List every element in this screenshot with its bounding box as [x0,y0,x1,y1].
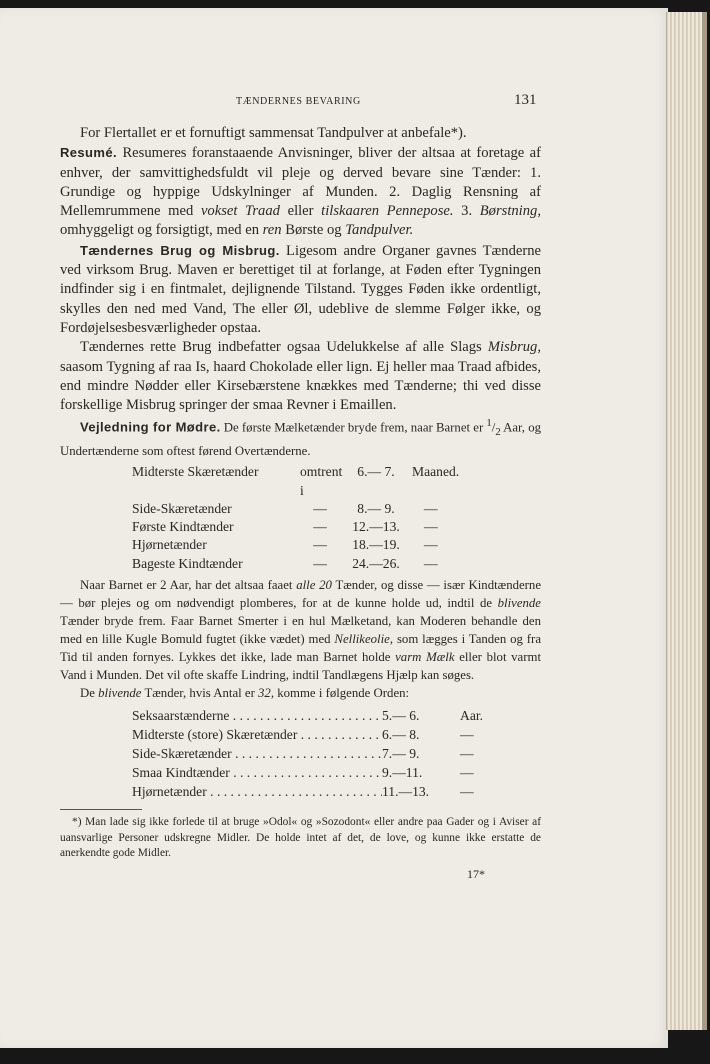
page-number: 131 [514,92,537,108]
section-heading-brug: Tændernes Brug og Misbrug. [80,242,280,258]
month-range: 8.— 9. [357,500,395,516]
italic-span: tilskaaren Pennepose. [321,203,454,220]
ditto-mark: — [313,537,327,553]
table-row [132,518,541,536]
italic-span: alle 20 [296,578,332,593]
ditto-mark: — [313,500,327,516]
text-span: som lægges i Tanden og fra Tid til anden fornyes. Lykkes det ikke, lade man Barnet holde [60,632,541,665]
footnote-rule [60,809,142,810]
paragraph-resume [60,143,541,240]
approx-marker: omtrent i [300,464,343,498]
footnote: *) Man lade sig ikke forlede til at bruge »Odol« og »Sozodont« eller andre paa Gader og i Aviser af uansvarlige Personer udskregne Midler. De holde intet af det, de love, og kunne ikke erstatte de anerkendte gode Midler. [60,816,541,860]
table-row [132,744,541,763]
italic-span: 32, [258,686,275,701]
text-span: saasom Tygning af raa Is, haard Chokolade eller lign. Ej heller maa Traad afbides, end mindre Nødder eller Kirsebærstene knækkes med Tænderne; thi ved disse forskellige Misbrug springer der smaa Revner i Emaillen. [60,358,541,414]
body-text [60,124,541,884]
table-row [132,463,541,500]
ditto-mark: — [313,519,327,535]
ditto-mark: — [424,500,438,516]
table-row [132,555,541,573]
ditto-mark: — [460,746,474,762]
paragraph-blivende [60,684,541,702]
text-span: Tænder, og disse — især Kindtænderne — bør plejes og om nødvendigt plomberes, for at de kunne holde ud, indtil de [60,578,542,611]
table-row [132,725,541,744]
paragraph-misbrug [60,338,541,415]
year-range: 7.— 9. [382,746,420,762]
italic-span: varm Mælk [395,650,455,665]
ditto-mark: — [460,784,474,800]
text-span: komme i følgende Orden: [274,686,410,701]
text-span: eller blot varmt Vand i Munden. Det vil ofte skaffe Lindring, indtil Tandlægens Hjælp kan søges. [60,650,542,683]
running-title: TÆNDERNES BEVARING [236,96,361,107]
italic-span: Tandpulver. [345,222,414,239]
table-row [132,536,541,554]
year-range: 11.—13. [382,784,430,800]
month-range: 6.— 7. [357,464,395,480]
permanent-teeth-table [132,706,541,801]
tooth-name: Side-Skæretænder . . . [132,744,382,763]
text-span: Tænder, hvis Antal er [141,686,259,701]
milk-teeth-table [132,463,541,573]
year-range: 6.— 8. [382,727,420,743]
text-span: omhyggeligt og forsigtigt, med en [60,222,263,239]
text-span: Tændernes rette Brug indbefatter ogsaa Udelukkelse af alle Slags [80,339,488,356]
paragraph-tandpulver: For Flertallet er et fornuftigt sammensat Tandpulver at anbefale*). [80,125,467,141]
signature-mark: 17* [467,866,485,881]
tooth-name: Smaa Kindtænder . . . [132,763,382,782]
month-range: 12.—13. [352,519,400,535]
italic-span: Nellikeolie, [334,632,394,647]
ditto-mark: — [460,727,474,743]
fraction-denominator: 2 [495,427,501,439]
tooth-name: Side-Skæretænder [132,500,232,516]
fraction-numerator: 1 [486,418,492,430]
ditto-mark: — [424,555,438,571]
year-range: 9.—11. [382,765,423,781]
paragraph-modre: Vejledning for Mødre. De første Mælketænder bryde frem, naar Barnet er $^1/_2$ Aar, og Undertænderne som oftest førend Overtænderne. [60,418,542,459]
italic-span: vokset Traad [200,203,280,220]
ditto-mark: — [460,765,474,781]
text-span: eller [279,203,322,220]
tooth-name: Hjørnetænder . . . [132,782,382,801]
italic-span: blivende [497,596,541,611]
tooth-name: Bageste Kindtænder [132,555,243,571]
tooth-name: Midterste (store) Skæretænder . . . [132,725,382,744]
text-span: Naar Barnet er 2 Aar, har det altsaa faaet [80,578,297,593]
table-row [132,782,541,801]
table-row [132,763,541,782]
unit: Aar. [460,708,484,724]
paragraph-naar-barnet [60,576,541,684]
section-heading-resume: Resumé. [60,145,117,161]
tooth-name: Første Kindtænder [132,519,234,535]
year-range: 5.— 6. [382,708,420,724]
ditto-mark: — [424,537,438,553]
table-row [132,706,541,725]
italic-span: blivende [98,686,142,701]
italic-span: Børstning, [479,203,541,220]
page-stack-edge [666,12,707,1030]
unit: Maaned. [412,464,460,480]
text-span: Tænder bryde frem. Faar Barnet Smerter i en hul Mælketand, kan Moderen behandle den med en lille Kugle Bomuld fugtet (ikke vædet) med [60,614,541,647]
tooth-name: Hjørnetænder [132,537,207,553]
italic-span: ren [262,222,282,239]
ditto-mark: — [313,555,327,571]
text-span: De [80,686,99,701]
table-row [132,500,541,518]
text-span: 3. [453,203,480,220]
text-span: Ligesom andre Organer gavnes Tænderne ved virksom Brug. Maven er berettiget til at forlange, at Føden efter Tygningen indfinder sig i en fintmalet, dejlignende Tilstand. Tygges Føden ikke ordentligt, skylles den ned med Vand, The eller Øl, udeblive de slemme Følger ikke, og Fordøjelsesbesværligheder opstaa. [60,242,541,336]
ditto-mark: — [424,519,438,535]
text-span: Resumeres foranstaaende Anvisninger, bliver der altsaa at foretage af enhver, der samvittighedsfuldt vil pleje og derved bevare sine Tænder: 1. Grundige og hyppige Udskylninger af Munden. 2. Daglig Rensning af Mellemrummene med [60,145,541,220]
italic-span: Misbrug, [487,339,541,356]
text-span: Børste og [281,222,346,239]
tooth-name: Midterste Skæretænder [132,464,259,480]
tooth-name: Seksaarstænderne . . . [132,706,382,725]
text-span: Aar, og Undertænderne som oftest førend Overtænderne. [60,420,542,459]
paragraph-brug [60,241,541,338]
month-range: 18.—19. [352,537,400,553]
section-heading-modre: Vejledning for Mødre. [80,419,221,435]
text-span: De første Mælketænder bryde frem, naar Barnet er [220,420,487,435]
month-range: 24.—26. [352,555,400,571]
